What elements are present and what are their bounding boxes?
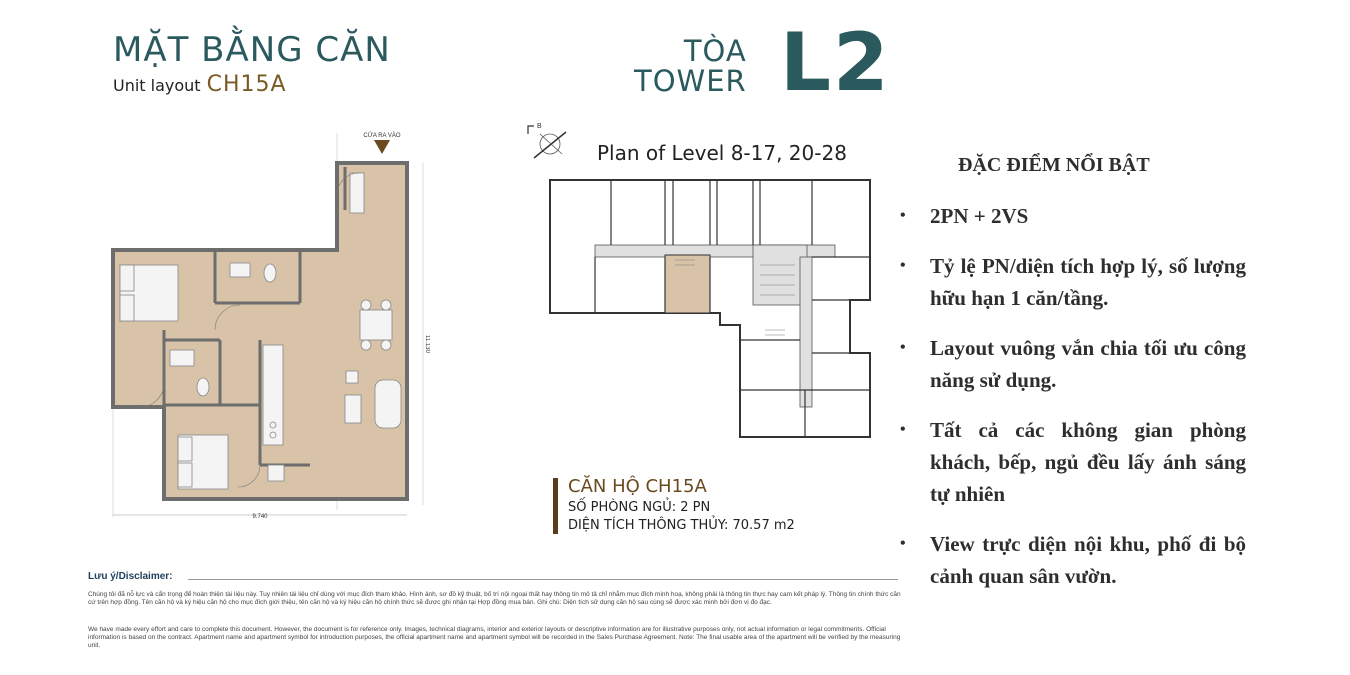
highlighted-unit	[665, 255, 710, 313]
feature-item: • Tất cả các không gian phòng khách, bếp, ngủ đều lấy ánh sáng tự nhiên	[898, 414, 1246, 510]
coffee-table	[345, 395, 361, 423]
entrance-arrow-icon	[374, 140, 390, 154]
toilet-1	[264, 264, 276, 282]
width-dimension: 9.740	[252, 514, 268, 520]
disclaimer-text-en: We have made every effort and care to complete this document. However, the document is for reference only. Images, technical diagrams, interior and exterior layouts or descriptive information are for illustrative purposes only, not actual information or legal commitments. Official information is based on the contract. Apartment name and apartment symbol for introduction purposes, the official apartment name and apartment symbol will be recorded in the Sales Purchase Agreement. Note: The final usable area of the apartment will be verified by the measuring unit.	[88, 626, 901, 649]
feature-item: • Layout vuông vắn chia tối ưu công năng sử dụng.	[898, 332, 1246, 396]
floor-plan-caption: Plan of Level 8-17, 20-28	[597, 141, 847, 165]
unit-code: CH15A	[206, 72, 287, 97]
feature-item: • View trực diện nội khu, phố đi bộ cảnh quan sân vườn.	[898, 528, 1246, 592]
tower-word-en: TOWER	[634, 64, 747, 98]
apartment-accent-bar	[553, 478, 558, 534]
unit-layout-subtitle	[113, 72, 287, 97]
compass-icon	[520, 120, 570, 164]
wash-basin-2	[170, 350, 194, 366]
apartment-area: DIỆN TÍCH THÔNG THỦY: 70.57 m2	[568, 518, 795, 533]
apartment-name: CĂN HỘ CH15A	[568, 476, 707, 497]
features-list	[898, 200, 1246, 610]
disclaimer-text-vn: Chúng tôi đã nỗ lực và cẩn trọng để hoàn thiện tài liệu này. Tuy nhiên tài liệu chỉ dùng với mục đích tham khảo. Hình ảnh, sơ đồ kỹ thuật, bố trí nội ngoại thất hay thông tin mô tả chỉ nhằm mục đích minh hoạ, không phải là thông tin thực hay cam kết pháp lý. Thông tin chính thức căn cứ trên hợp đồng. Tên căn hộ và ký hiệu căn hộ cho mục đích giới thiệu, tên căn hộ và ký hiệu căn hộ chính thức sẽ được ghi nhận tại Hợp đồng mua bán. Ghi chú: Diện tích sử dụng căn hộ sau cùng sẽ được xác minh bởi đơn vị đo đạc.	[88, 591, 901, 606]
feature-item: • Tỷ lệ PN/diện tích hợp lý, số lượng hữu hạn 1 căn/tầng.	[898, 250, 1246, 314]
feature-item: • 2PN + 2VS	[898, 200, 1246, 232]
page-title: MẶT BẰNG CĂN	[113, 30, 391, 70]
dining-table	[360, 310, 392, 340]
wardrobe	[350, 173, 364, 213]
disclaimer-title: Lưu ý/Disclaimer:	[88, 571, 173, 582]
apartment-rooms: SỐ PHÒNG NGỦ: 2 PN	[568, 500, 711, 515]
height-dimension: 11.130	[424, 335, 430, 353]
disclaimer-divider	[188, 579, 898, 580]
entrance-label: CỬA RA VÀO	[363, 133, 401, 139]
tower-code: L2	[780, 16, 891, 109]
unit-floor-plan	[100, 125, 430, 525]
tower-floor-plan	[545, 165, 875, 443]
wash-basin	[230, 263, 250, 277]
unit-layout-label: Unit layout	[113, 76, 201, 95]
compass-north-label: B	[537, 123, 542, 130]
kitchen-counter	[263, 345, 283, 445]
toilet-2	[197, 378, 209, 396]
tower-word-vn: TÒA	[683, 34, 747, 68]
tower-label	[634, 36, 747, 96]
features-title: ĐẶC ĐIỂM NỔI BẬT	[958, 154, 1150, 176]
sofa	[375, 380, 401, 428]
